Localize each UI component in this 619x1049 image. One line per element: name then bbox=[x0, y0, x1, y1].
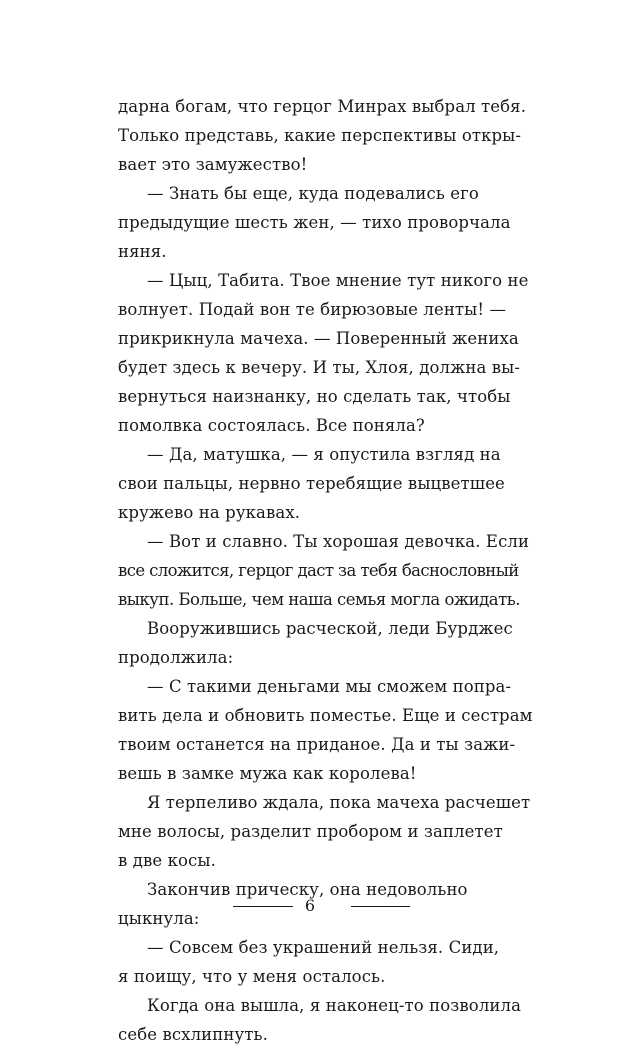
text-line: — Знать бы еще, куда подевались его bbox=[147, 184, 479, 203]
text-line: предыдущие шесть жен, — тихо проворчала bbox=[118, 213, 511, 232]
text-line: вить дела и обновить поместье. Еще и сестрам bbox=[118, 706, 533, 725]
text-line: вешь в замке мужа как королева! bbox=[118, 764, 417, 783]
footer-rule-right bbox=[351, 906, 410, 907]
text-line: — С такими деньгами мы сможем попра- bbox=[147, 677, 512, 696]
text-line: дарна богам, что герцог Минрах выбрал тебя. bbox=[118, 97, 527, 116]
page-footer bbox=[0, 892, 619, 922]
text-line: себе всхлипнуть. bbox=[118, 1025, 268, 1044]
text-line: — Да, матушка, — я опустила взгляд на bbox=[147, 445, 501, 464]
text-line: вает это замужество! bbox=[118, 155, 308, 174]
text-line: продолжила: bbox=[118, 648, 234, 667]
text-line: волнует. Подай вон те бирюзовые ленты! — bbox=[118, 300, 507, 319]
text-line: в две косы. bbox=[118, 851, 216, 870]
text-line: выкуп. Больше, чем наша семья могла ожидать. bbox=[118, 590, 520, 609]
text-line: помолвка состоялась. Все поняла? bbox=[118, 416, 425, 435]
text-line: Вооружившись расческой, леди Бурджес bbox=[147, 619, 513, 638]
text-line: няня. bbox=[118, 242, 167, 261]
text-line: — Цыц, Табита. Твое мнение тут никого не bbox=[147, 271, 529, 290]
page-number: 6 bbox=[304, 896, 316, 915]
text-line: свои пальцы, нервно теребящие выцветшее bbox=[118, 474, 505, 493]
footer-rule-left bbox=[233, 906, 293, 907]
text-line: Только представь, какие перспективы откры- bbox=[118, 126, 522, 145]
text-line: прикрикнула мачеха. — Поверенный жениха bbox=[118, 329, 519, 348]
text-line: — Совсем без украшений нельзя. Сиди, bbox=[147, 938, 500, 957]
text-line: цыкнула: bbox=[118, 909, 200, 928]
text-line: я поищу, что у меня осталось. bbox=[118, 967, 386, 986]
text-line: все сложится, герцог даст за тебя баснословный bbox=[118, 561, 519, 580]
text-line: — Вот и славно. Ты хорошая девочка. Если bbox=[147, 532, 530, 551]
text-line: будет здесь к вечеру. И ты, Хлоя, должна вы- bbox=[118, 358, 521, 377]
text-line: мне волосы, разделит пробором и заплетет bbox=[118, 822, 503, 841]
text-line: Закончив прическу, она недовольно bbox=[147, 880, 468, 899]
text-line: Я терпеливо ждала, пока мачеха расчешет bbox=[147, 793, 531, 812]
text-line: Когда она вышла, я наконец-то позволила bbox=[147, 996, 522, 1015]
text-line: твоим останется на приданое. Да и ты зажи- bbox=[118, 735, 516, 754]
text-line: кружево на рукавах. bbox=[118, 503, 301, 522]
text-line: вернуться наизнанку, но сделать так, чтобы bbox=[118, 387, 511, 406]
